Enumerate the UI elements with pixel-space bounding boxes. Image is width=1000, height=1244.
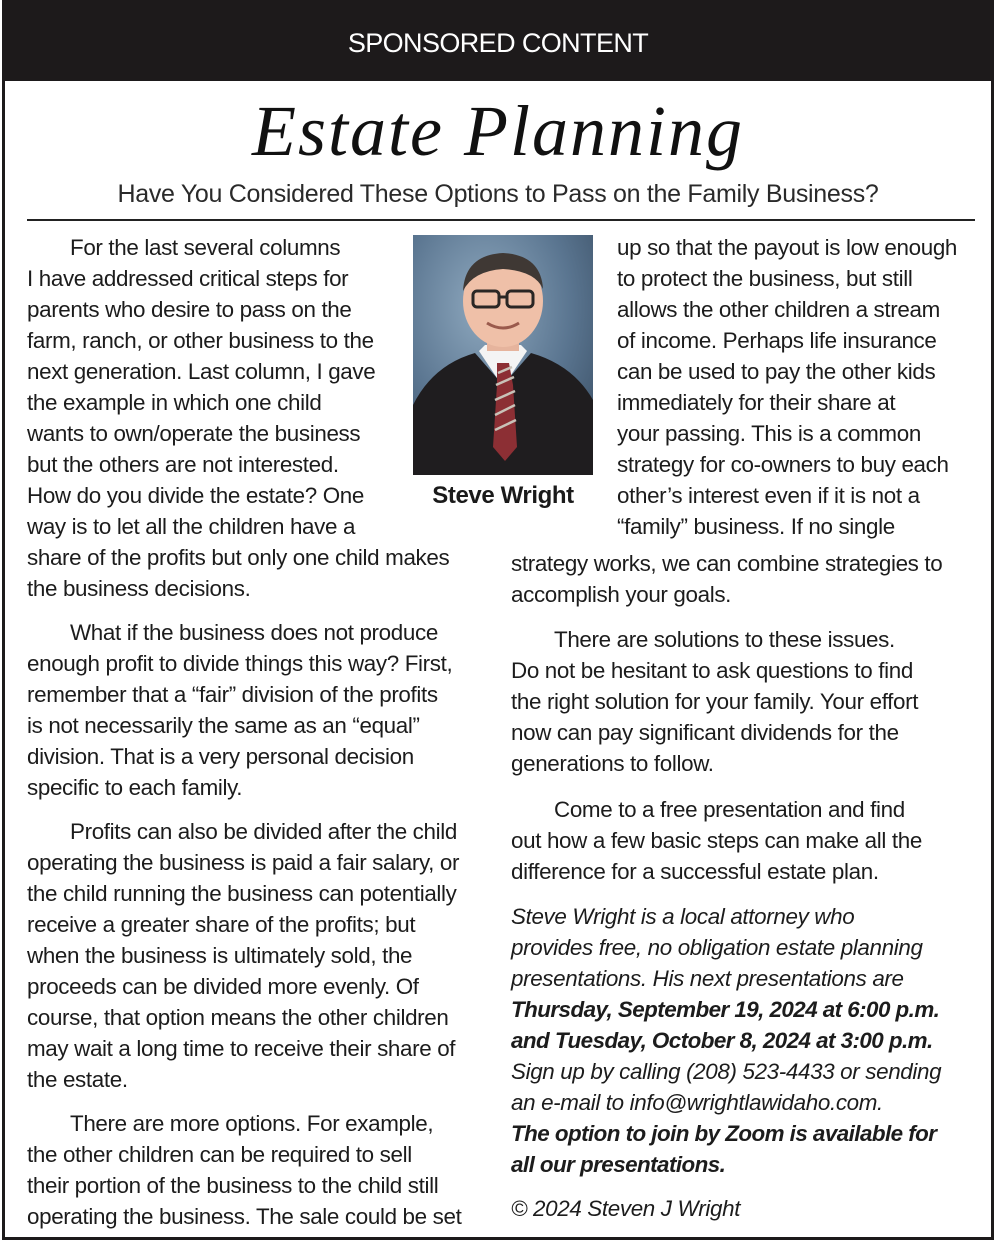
left-column-line: may wait a long time to receive their share of	[27, 1036, 456, 1061]
right-column-line: “family” business. If no single	[617, 514, 895, 539]
right-column-line: There are solutions to these issues.	[554, 627, 895, 652]
right-column-line: strategy works, we can combine strategies to	[511, 551, 943, 576]
left-column-line: For the last several columns	[70, 235, 341, 260]
left-column-line: enough profit to divide things this way? First,	[27, 651, 453, 676]
left-column-line: the child running the business can potentially	[27, 881, 457, 906]
right-column-line: Come to a free presentation and find	[554, 797, 905, 822]
left-column-line: remember that a “fair” division of the profits	[27, 682, 438, 707]
left-column-line: way is to let all the children have a	[27, 514, 356, 539]
right-column-line: to protect the business, but still	[617, 266, 913, 291]
right-column-line: strategy for co-owners to buy each	[617, 452, 949, 477]
left-column-line: Profits can also be divided after the child	[70, 819, 457, 844]
right-column-line: generations to follow.	[511, 751, 714, 776]
left-column-line: wants to own/operate the business	[27, 421, 361, 446]
right-column-line: immediately for their share at	[617, 390, 896, 415]
left-column-line: operating the business is paid a fair salary, or	[27, 850, 460, 875]
left-column-line: operating the business. The sale could be set	[27, 1204, 462, 1229]
author-portrait-illustration	[413, 235, 593, 475]
author-bio-line: Steve Wright is a local attorney who	[511, 904, 855, 929]
right-column-line: Do not be hesitant to ask questions to find	[511, 658, 913, 683]
right-column-line: your passing. This is a common	[617, 421, 921, 446]
presentation-date-1: Thursday, September 19, 2024 at 6:00 p.m.	[511, 997, 940, 1022]
zoom-option-line: all our presentations.	[511, 1152, 726, 1177]
left-column-line: receive a greater share of the profits; but	[27, 912, 416, 937]
left-column-line: There are more options. For example,	[70, 1111, 434, 1136]
copyright-notice: © 2024 Steven J Wright	[511, 1196, 741, 1221]
left-column-line: the business decisions.	[27, 576, 251, 601]
left-column-line: next generation. Last column, I gave	[27, 359, 376, 384]
sponsored-banner: SPONSORED CONTENT	[5, 3, 991, 81]
left-column-line: course, that option means the other children	[27, 1005, 449, 1030]
right-column-line: difference for a successful estate plan.	[511, 859, 879, 884]
left-column-line: parents who desire to pass on the	[27, 297, 352, 322]
left-column-line: the other children can be required to sell	[27, 1142, 412, 1167]
right-column-line: allows the other children a stream	[617, 297, 940, 322]
right-column-line: up so that the payout is low enough	[617, 235, 958, 260]
left-column-line: proceeds can be divided more evenly. Of	[27, 974, 419, 999]
left-column-line: division. That is a very personal decision	[27, 744, 414, 769]
advertisement-page	[2, 0, 994, 1240]
left-column-line: the example in which one child	[27, 390, 322, 415]
signup-phone-line: Sign up by calling (208) 523-4433 or sending	[511, 1059, 942, 1084]
left-column-line: I have addressed critical steps for	[27, 266, 349, 291]
title-divider	[27, 219, 975, 221]
left-column-line: specific to each family.	[27, 775, 243, 800]
left-column-line: is not necessarily the same as an “equal”	[27, 713, 420, 738]
signup-email-line: an e-mail to info@wrightlawidaho.com.	[511, 1090, 883, 1115]
left-column-line: but the others are not interested.	[27, 452, 339, 477]
author-photo	[413, 235, 593, 475]
author-photo-caption: Steve Wright	[432, 482, 574, 509]
right-column-line: the right solution for your family. Your effort	[511, 689, 919, 714]
article-subtitle: Have You Considered These Options to Pass on the Family Business?	[117, 180, 879, 208]
right-column-line: out how a few basic steps can make all the	[511, 828, 922, 853]
left-column-line: the estate.	[27, 1067, 128, 1092]
presentation-date-2: and Tuesday, October 8, 2024 at 3:00 p.m.	[511, 1028, 933, 1053]
left-column-line: when the business is ultimately sold, the	[27, 943, 413, 968]
article-title: Estate Planning	[252, 91, 744, 171]
left-column-line: farm, ranch, or other business to the	[27, 328, 374, 353]
author-bio-line: provides free, no obligation estate planning	[511, 935, 923, 960]
right-column-line: now can pay significant dividends for the	[511, 720, 899, 745]
right-column-line: other’s interest even if it is not a	[617, 483, 920, 508]
right-column-line: can be used to pay the other kids	[617, 359, 936, 384]
left-column-line: What if the business does not produce	[70, 620, 438, 645]
zoom-option-line: The option to join by Zoom is available for	[511, 1121, 937, 1146]
left-column-line: their portion of the business to the child still	[27, 1173, 439, 1198]
left-column-line: share of the profits but only one child makes	[27, 545, 450, 570]
author-bio-line: presentations. His next presentations are	[511, 966, 904, 991]
left-column-line: How do you divide the estate? One	[27, 483, 364, 508]
right-column-line: accomplish your goals.	[511, 582, 732, 607]
right-column-line: of income. Perhaps life insurance	[617, 328, 937, 353]
